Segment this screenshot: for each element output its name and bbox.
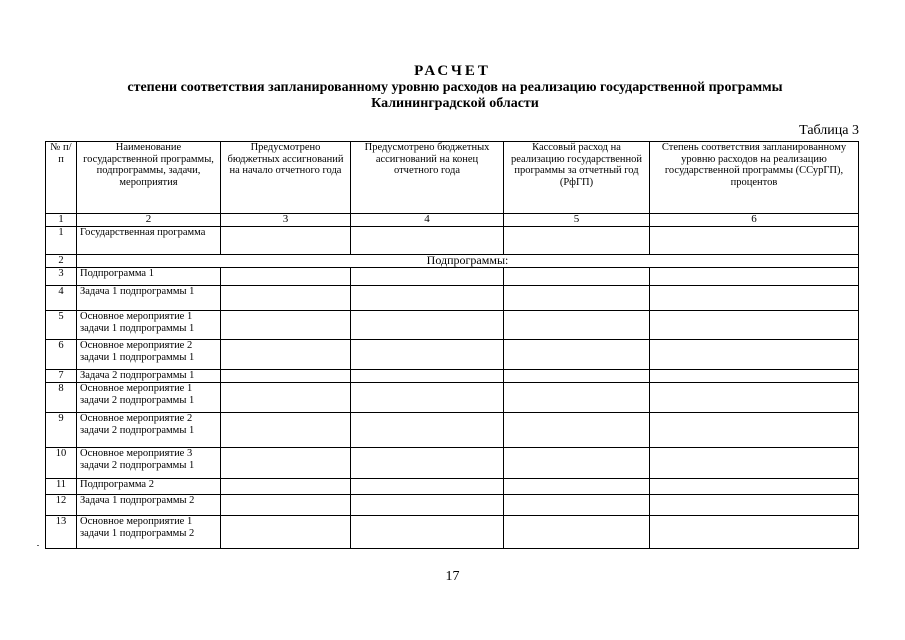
column-number-row bbox=[46, 214, 859, 227]
scan-speck bbox=[37, 545, 39, 546]
row-name: Основное мероприятие 2 задачи 1 подпрограммы 1 bbox=[77, 340, 221, 370]
table-cell bbox=[650, 448, 859, 479]
table-cell bbox=[351, 311, 504, 340]
row-number: 10 bbox=[46, 448, 77, 479]
calculation-table bbox=[45, 141, 859, 549]
table-cell bbox=[504, 495, 650, 516]
column-number: 5 bbox=[504, 214, 650, 227]
table-cell bbox=[650, 286, 859, 311]
row-name: Основное мероприятие 1 задачи 2 подпрограммы 1 bbox=[77, 383, 221, 413]
subprograms-heading: Подпрограммы: bbox=[77, 255, 859, 268]
row-name: Задача 2 подпрограммы 1 bbox=[77, 370, 221, 383]
table-row bbox=[46, 516, 859, 549]
table-row bbox=[46, 383, 859, 413]
row-name: Основное мероприятие 1 задачи 1 подпрограммы 2 bbox=[77, 516, 221, 549]
row-number: 13 bbox=[46, 516, 77, 549]
table-row bbox=[46, 311, 859, 340]
row-number: 4 bbox=[46, 286, 77, 311]
table-cell bbox=[650, 370, 859, 383]
table-cell bbox=[504, 227, 650, 255]
table-cell bbox=[351, 286, 504, 311]
row-number: 3 bbox=[46, 268, 77, 286]
table-row bbox=[46, 340, 859, 370]
table-cell bbox=[221, 340, 351, 370]
row-number: 1 bbox=[46, 227, 77, 255]
table-cell bbox=[351, 516, 504, 549]
table-cell bbox=[351, 383, 504, 413]
table-row bbox=[46, 448, 859, 479]
row-number: 5 bbox=[46, 311, 77, 340]
table-cell bbox=[221, 311, 351, 340]
table-cell bbox=[351, 495, 504, 516]
row-number: 11 bbox=[46, 479, 77, 495]
table-cell bbox=[221, 479, 351, 495]
table-label: Таблица 3 bbox=[799, 123, 859, 138]
table-cell bbox=[221, 227, 351, 255]
table-cell bbox=[221, 286, 351, 311]
table-row bbox=[46, 370, 859, 383]
table-cell bbox=[650, 340, 859, 370]
column-number: 2 bbox=[77, 214, 221, 227]
table-cell bbox=[351, 448, 504, 479]
table-cell bbox=[221, 370, 351, 383]
row-name: Основное мероприятие 3 задачи 2 подпрограммы 1 bbox=[77, 448, 221, 479]
column-number: 6 bbox=[650, 214, 859, 227]
table-cell bbox=[650, 516, 859, 549]
header-planned-start: Предусмотрено бюджетных ассигнований на начало отчетного года bbox=[221, 142, 351, 214]
header-name: Наименование государственной программы, подпрограммы, задачи, мероприятия bbox=[77, 142, 221, 214]
table-cell bbox=[650, 495, 859, 516]
row-number: 8 bbox=[46, 383, 77, 413]
row-number: 9 bbox=[46, 413, 77, 448]
row-name: Основное мероприятие 2 задачи 2 подпрограммы 1 bbox=[77, 413, 221, 448]
table-cell bbox=[504, 340, 650, 370]
row-number: 6 bbox=[46, 340, 77, 370]
table-row bbox=[46, 227, 859, 255]
document-title: РАСЧЕТ bbox=[414, 63, 491, 79]
table-cell bbox=[504, 516, 650, 549]
header-planned-end: Предусмотрено бюджетных ассигнований на конец отчетного года bbox=[351, 142, 504, 214]
column-number: 1 bbox=[46, 214, 77, 227]
document-subtitle bbox=[60, 80, 850, 112]
table-cell bbox=[351, 479, 504, 495]
subtitle-line-1: степени соответствия запланированному уровню расходов на реализацию государственной программы bbox=[127, 80, 783, 95]
table-cell bbox=[504, 383, 650, 413]
header-cash-expense: Кассовый расход на реализацию государственной программы за отчетный год (РфГП) bbox=[504, 142, 650, 214]
table-cell bbox=[351, 413, 504, 448]
table-cell bbox=[221, 383, 351, 413]
table-cell bbox=[221, 268, 351, 286]
row-name: Основное мероприятие 1 задачи 1 подпрограммы 1 bbox=[77, 311, 221, 340]
table-cell bbox=[221, 495, 351, 516]
header-row bbox=[46, 142, 859, 214]
table-cell bbox=[504, 268, 650, 286]
row-name: Подпрограмма 1 bbox=[77, 268, 221, 286]
row-name: Подпрограмма 2 bbox=[77, 479, 221, 495]
table-cell bbox=[650, 268, 859, 286]
table-cell bbox=[351, 227, 504, 255]
table-row bbox=[46, 413, 859, 448]
table-cell bbox=[351, 370, 504, 383]
table-row bbox=[46, 255, 859, 268]
table-cell bbox=[504, 286, 650, 311]
page-number: 17 bbox=[445, 569, 460, 584]
table-cell bbox=[351, 340, 504, 370]
column-number: 3 bbox=[221, 214, 351, 227]
header-no: № п/п bbox=[46, 142, 77, 214]
table-cell bbox=[650, 479, 859, 495]
table-cell bbox=[650, 227, 859, 255]
table-cell bbox=[221, 448, 351, 479]
row-name: Задача 1 подпрограммы 1 bbox=[77, 286, 221, 311]
table-cell bbox=[650, 413, 859, 448]
row-name: Задача 1 подпрограммы 2 bbox=[77, 495, 221, 516]
table-cell bbox=[650, 383, 859, 413]
subtitle-line-2: Калининградской области bbox=[371, 96, 539, 111]
row-number: 7 bbox=[46, 370, 77, 383]
table-row bbox=[46, 495, 859, 516]
column-number: 4 bbox=[351, 214, 504, 227]
table-cell bbox=[650, 311, 859, 340]
row-name: Государственная программа bbox=[77, 227, 221, 255]
row-number: 12 bbox=[46, 495, 77, 516]
table-cell bbox=[504, 479, 650, 495]
header-compliance-degree: Степень соответствия запланированному уровню расходов на реализацию государственной программы (ССурГП), процентов bbox=[650, 142, 859, 214]
table-cell bbox=[221, 413, 351, 448]
table-cell bbox=[504, 448, 650, 479]
table-row bbox=[46, 479, 859, 495]
table-cell bbox=[504, 413, 650, 448]
table-cell bbox=[504, 370, 650, 383]
row-number: 2 bbox=[46, 255, 77, 268]
table-cell bbox=[504, 311, 650, 340]
table-cell bbox=[221, 516, 351, 549]
table-row bbox=[46, 268, 859, 286]
table-row bbox=[46, 286, 859, 311]
table-cell bbox=[351, 268, 504, 286]
